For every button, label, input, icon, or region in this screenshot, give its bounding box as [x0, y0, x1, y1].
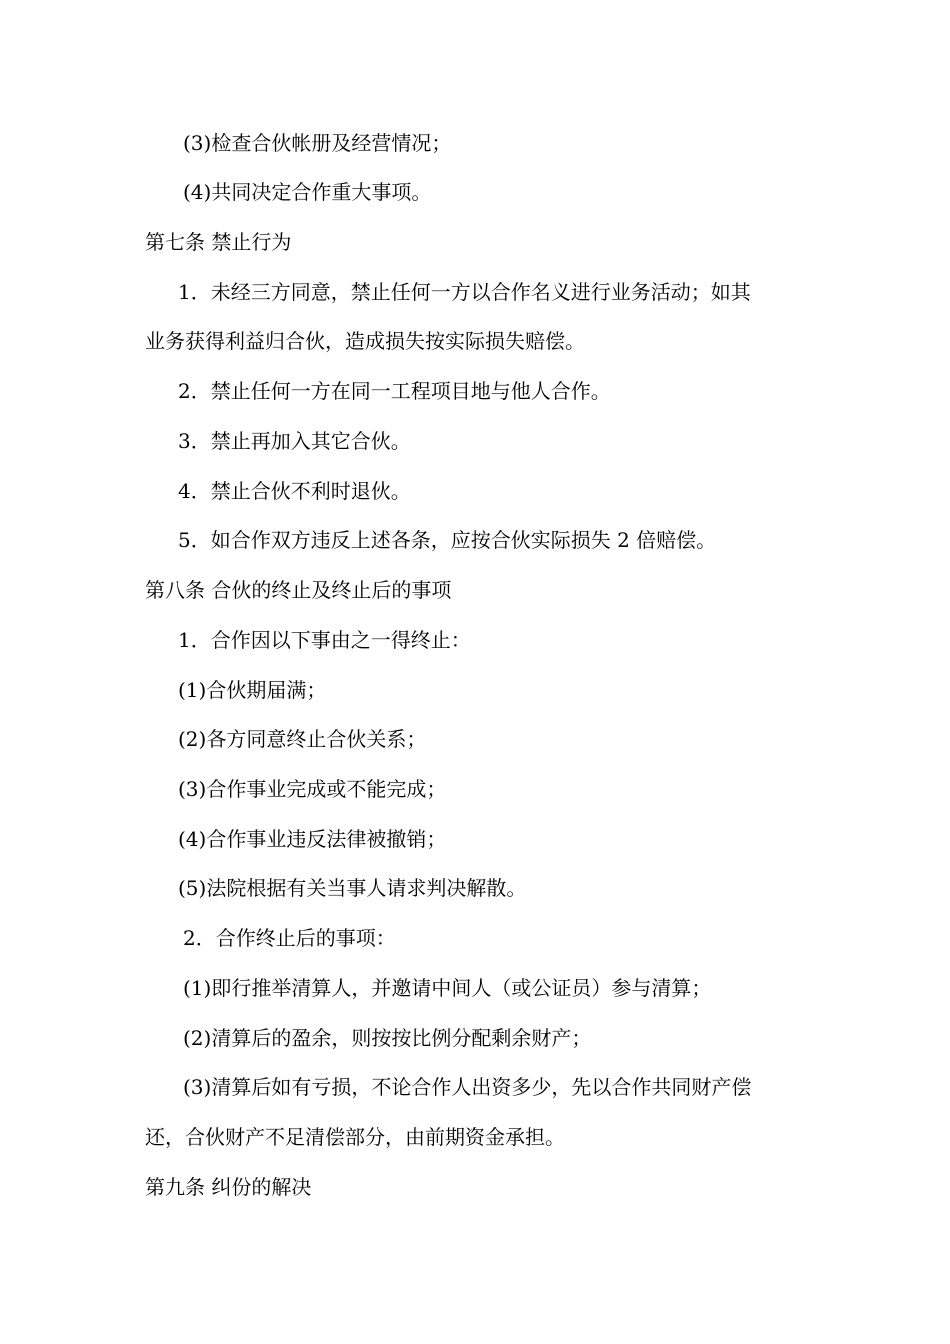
list-item: (1)即行推举清算人，并邀请中间人（或公证员）参与清算； — [183, 976, 712, 1000]
list-item: (5)法院根据有关当事人请求判决解散。 — [178, 876, 527, 900]
paragraph-line: 5．如合作双方违反上述各条，应按合伙实际损失 2 倍赔偿。 — [178, 528, 717, 552]
paragraph-line: 业务获得利益归合伙，造成损失按实际损失赔偿。 — [145, 329, 585, 353]
list-item-check-books: (3)检查合伙帐册及经营情况； — [183, 131, 452, 155]
paragraph-line: 1．合作因以下事由之一得终止： — [178, 628, 471, 652]
list-item: (2)各方同意终止合伙关系； — [178, 727, 427, 751]
paragraph-line: 1．未经三方同意，禁止任何一方以合作名义进行业务活动；如其 — [178, 280, 751, 304]
paragraph-line: 2．合作终止后的事项： — [183, 926, 396, 950]
list-item: (1)合伙期届满； — [178, 678, 327, 702]
paragraph-line: 3．禁止再加入其它合伙。 — [178, 429, 411, 453]
article-7-heading: 第七条 禁止行为 — [145, 230, 292, 254]
paragraph-line: 4．禁止合伙不利时退伙。 — [178, 479, 411, 503]
list-item: (3)清算后如有亏损，不论合作人出资多少，先以合作共同财产偿 — [183, 1075, 752, 1099]
list-item: (4)合作事业违反法律被撤销； — [178, 827, 447, 851]
article-8-heading: 第八条 合伙的终止及终止后的事项 — [145, 578, 452, 602]
paragraph-line: 还，合伙财产不足清偿部分，由前期资金承担。 — [145, 1125, 565, 1149]
list-item: (3)合作事业完成或不能完成； — [178, 777, 447, 801]
list-item-decide-matters: (4)共同决定合作重大事项。 — [183, 180, 432, 204]
article-9-heading: 第九条 纠份的解决 — [145, 1175, 312, 1199]
list-item: (2)清算后的盈余，则按按比例分配剩余财产； — [183, 1026, 592, 1050]
paragraph-line: 2．禁止任何一方在同一工程项目地与他人合作。 — [178, 379, 611, 403]
